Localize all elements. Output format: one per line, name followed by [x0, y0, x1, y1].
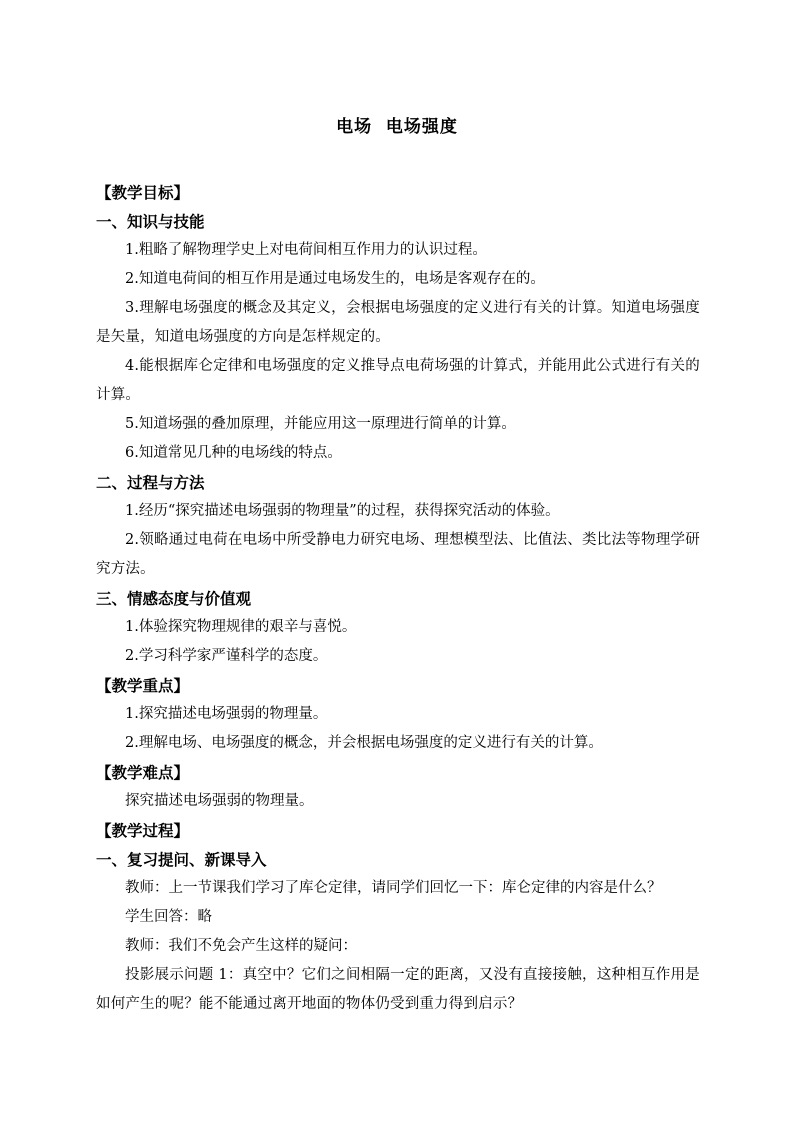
doc-line-9: 二、过程与方法	[96, 473, 205, 492]
doc-line-21: 一、复习提问、新课导入	[96, 850, 267, 869]
doc-line-17: 2.理解电场、电场强度的概念，并会根据电场强度的定义进行有关的计算。	[125, 735, 603, 751]
doc-line-5: 3.理解电场强度的概念及其定义，会根据电场强度的定义进行有关的计算。知道电场强度是矢量，知道电场强度的方向是怎样规定的。	[96, 300, 700, 345]
doc-line-16: 1.探究描述电场强弱的物理量。	[125, 706, 328, 722]
doc-line-7: 5.知道场强的叠加原理，并能应用这一原理进行简单的计算。	[125, 416, 516, 432]
doc-line-20: 【教学过程】	[96, 821, 190, 840]
doc-line-11: 2.领略通过电荷在电场中所受静电力研究电场、理想模型法、比值法、类比法等物理学研究方法。	[96, 532, 700, 577]
doc-line-10: 1.经历“探究描述电场强弱的物理量”的过程，获得探究活动的体验。	[125, 503, 560, 519]
doc-line-15: 【教学重点】	[96, 676, 190, 695]
doc-line-14: 2.学习科学家严谨科学的态度。	[125, 648, 328, 664]
doc-line-19: 探究描述电场强弱的物理量。	[125, 793, 314, 809]
document-body	[96, 178, 700, 1019]
document-title: 电场 电场强度	[336, 117, 458, 137]
doc-line-4: 2.知道电荷间的相互作用是通过电场发生的，电场是客观存在的。	[125, 271, 545, 287]
doc-line-6: 4.能根据库仑定律和电场强度的定义推导点电荷场强的计算式，并能用此公式进行有关的计算。	[96, 358, 700, 403]
doc-line-22: 教师：上一节课我们学习了库仑定律，请同学们回忆一下：库仑定律的内容是什么？	[125, 880, 662, 896]
doc-line-8: 6.知道常见几种的电场线的特点。	[125, 445, 342, 461]
doc-line-2: 一、知识与技能	[96, 212, 205, 231]
doc-line-18: 【教学难点】	[96, 763, 190, 782]
doc-line-3: 1.粗略了解物理学史上对电荷间相互作用力的认识过程。	[125, 242, 487, 258]
doc-line-12: 三、情感态度与价值观	[96, 589, 252, 608]
doc-line-1: 【教学目标】	[96, 183, 190, 202]
doc-line-23: 学生回答：略	[125, 909, 212, 925]
doc-line-25: 投影展示问题 1：真空中？它们之间相隔一定的距离，又没有直接接触，这种相互作用是如何产生的呢？能不能通过离开地面的物体仍受到重力得到启示？	[96, 967, 700, 1012]
doc-line-13: 1.体验探究物理规律的艰辛与喜悦。	[125, 619, 357, 635]
doc-line-24: 教师：我们不免会产生这样的疑问：	[125, 938, 357, 954]
